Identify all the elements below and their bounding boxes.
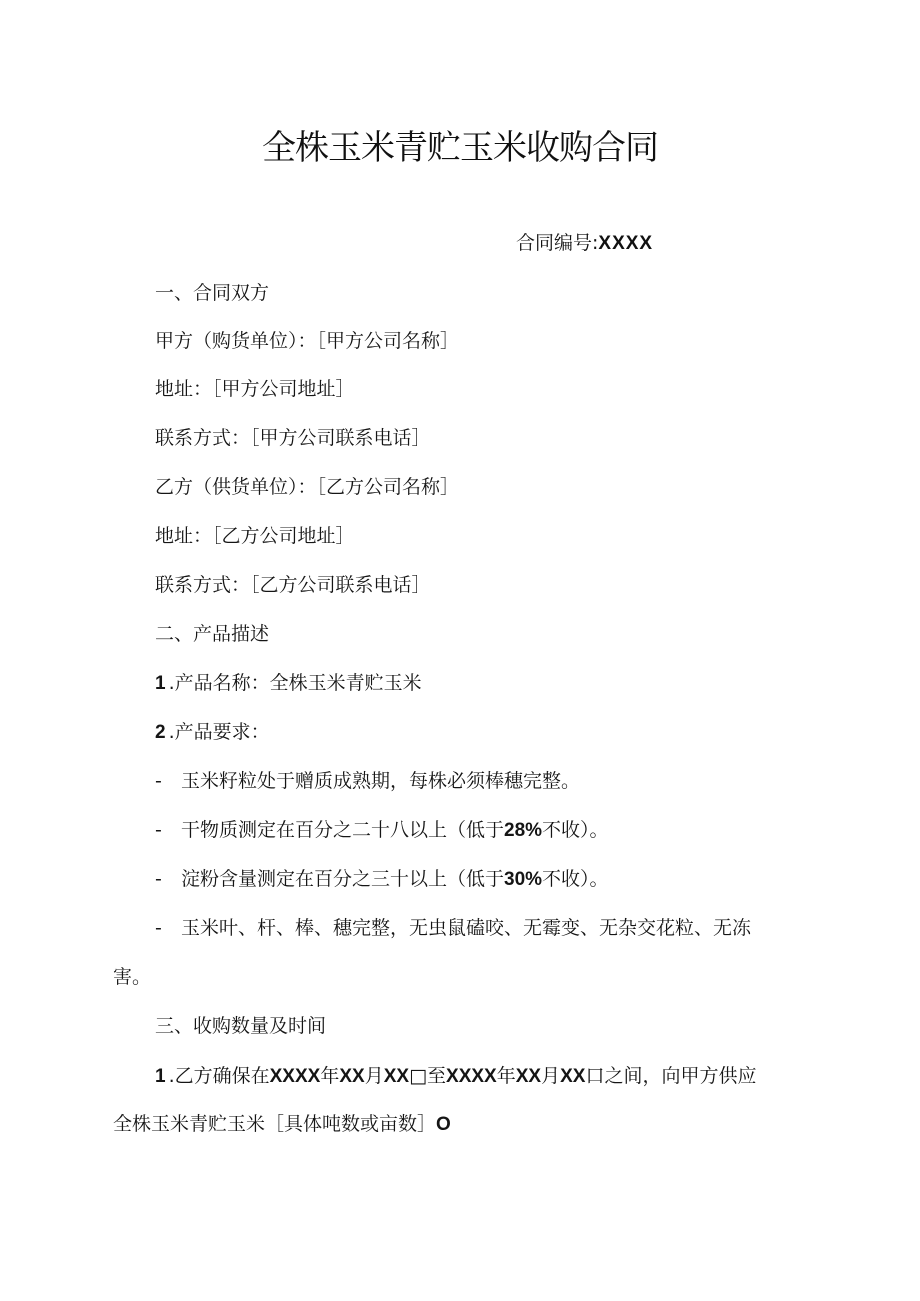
item-number: 1 <box>155 1066 169 1087</box>
item-text: □至 <box>409 1065 447 1087</box>
requirement-percent: 28% <box>504 820 543 841</box>
contract-number-value: XXXX <box>598 233 654 254</box>
bullet-dash: - <box>155 917 162 939</box>
item-text: 月 <box>541 1065 561 1087</box>
placeholder-month: XX <box>339 1066 365 1087</box>
placeholder-month: XX <box>515 1066 542 1087</box>
placeholder-year: XXXX <box>269 1066 321 1087</box>
product-requirements-item <box>155 717 270 748</box>
item-number: 1 <box>155 673 169 694</box>
requirement-continuation: 害。 <box>113 966 152 988</box>
placeholder-day: XX <box>560 1066 586 1087</box>
party-b-address: 地址：［乙方公司地址］ <box>155 525 355 547</box>
party-b-name: 乙方（供货单位）：［乙方公司名称］ <box>155 476 460 498</box>
requirement-text: 不收）。 <box>542 868 609 890</box>
item-text: 月 <box>364 1065 384 1087</box>
quantity-item <box>155 1061 757 1092</box>
placeholder-year: XXXX <box>446 1066 497 1087</box>
section-heading-parties: 一、合同双方 <box>155 282 270 304</box>
section-heading-product: 二、产品描述 <box>155 623 270 645</box>
bullet-dash: - <box>155 819 162 841</box>
item-text: .产品要求： <box>168 721 270 743</box>
item-text: .乙方确保在 <box>168 1065 270 1087</box>
item-text: 年 <box>320 1065 340 1087</box>
requirement-percent: 30% <box>504 869 543 890</box>
contract-number <box>516 229 653 258</box>
requirement-text: 淀粉含量测定在百分之三十以上（低于 <box>181 868 505 890</box>
item-text: 全株玉米青贮玉米［具体吨数或亩数］ <box>113 1113 437 1135</box>
section-heading-quantity: 三、收购数量及时间 <box>155 1015 327 1037</box>
item-text: 年 <box>496 1065 516 1087</box>
requirement-line <box>155 864 609 895</box>
trailing-mark: O <box>436 1114 451 1135</box>
requirement-line <box>155 766 580 796</box>
item-text: .产品名称：全株玉米青贮玉米 <box>168 672 422 694</box>
requirement-line <box>155 815 609 846</box>
party-a-address: 地址：［甲方公司地址］ <box>155 378 355 400</box>
party-b-contact: 联系方式：［乙方公司联系电话］ <box>155 574 431 596</box>
item-text: 口之间，向甲方供应 <box>585 1065 757 1087</box>
bullet-dash: - <box>155 770 162 792</box>
party-a-contact: 联系方式：［甲方公司联系电话］ <box>155 427 431 449</box>
requirement-text: 不收）。 <box>542 819 609 841</box>
contract-number-label: 合同编号: <box>516 232 599 254</box>
requirement-text: 玉米叶、杆、棒、穗完整，无虫鼠磕咬、无霉变、无杂交花粒、无冻 <box>181 917 752 939</box>
requirement-text: 玉米籽粒处于赠质成熟期，每株必须棒穗完整。 <box>181 770 581 792</box>
document-title: 全株玉米青贮玉米收购合同 <box>262 128 658 168</box>
bullet-dash: - <box>155 868 162 890</box>
placeholder-day: XX <box>383 1066 410 1087</box>
quantity-continuation <box>113 1109 451 1140</box>
product-name-item <box>155 668 422 699</box>
requirement-text: 干物质测定在百分之二十八以上（低于 <box>181 819 505 841</box>
requirement-line <box>155 913 751 943</box>
item-number: 2 <box>155 722 169 743</box>
party-a-name: 甲方（购货单位）：［甲方公司名称］ <box>155 330 460 352</box>
